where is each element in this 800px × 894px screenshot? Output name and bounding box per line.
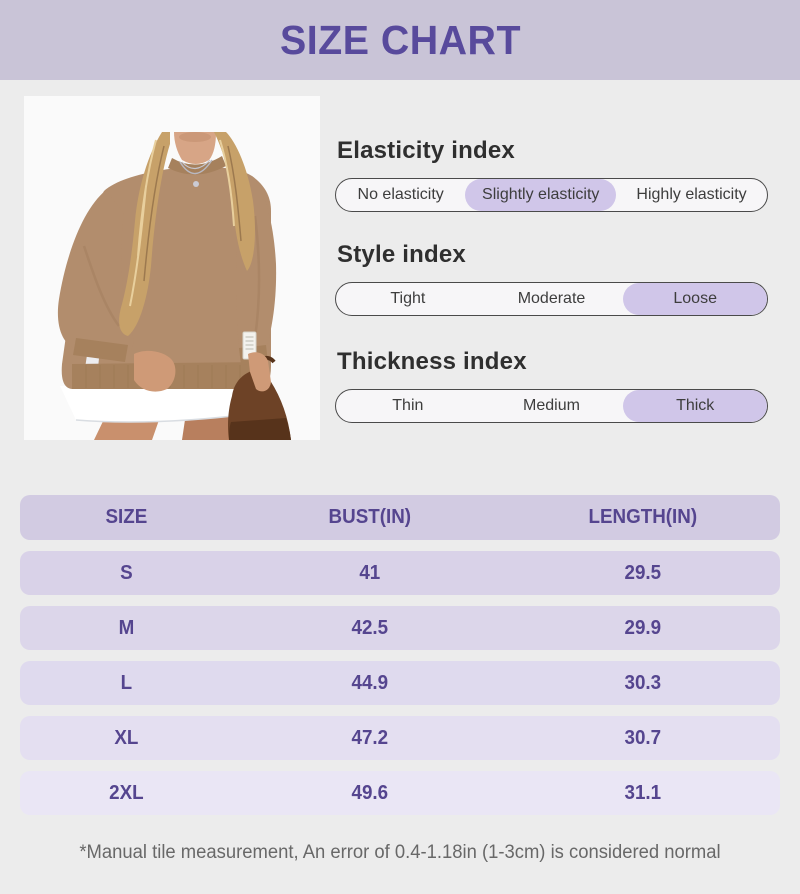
chin-shadow <box>179 132 211 142</box>
table-row-m <box>20 606 780 650</box>
table-row-s <box>20 551 780 595</box>
option-thick-selected: Thick <box>623 390 767 422</box>
option-highly-elasticity: Highly elasticity <box>636 186 747 203</box>
table-row-xl <box>20 716 780 760</box>
option-moderate: Moderate <box>517 290 586 307</box>
table-cell: 29.9 <box>624 616 662 639</box>
table-cell: 41 <box>359 561 381 584</box>
elasticity-index-title: Elasticity index <box>337 137 515 164</box>
column-header-size: SIZE <box>105 506 148 528</box>
measurement-note: *Manual tile measurement, An error of 0.4-1.18in (1-3cm) is considered normal <box>79 842 721 863</box>
table-cell: 47.2 <box>351 726 388 749</box>
table-cell: 30.3 <box>624 671 662 694</box>
elasticity-index-section <box>335 136 768 212</box>
table-cell: XL <box>114 726 139 749</box>
table-row-l <box>20 661 780 705</box>
page-title: SIZE CHART <box>279 16 521 63</box>
style-index-bar <box>335 282 768 316</box>
option-tight: Tight <box>390 290 426 307</box>
table-cell: S <box>120 561 133 584</box>
model-sweatshirt-illustration <box>24 96 320 440</box>
table-cell: 29.5 <box>624 561 662 584</box>
elasticity-index-bar <box>335 178 768 212</box>
table-header-row <box>20 495 780 540</box>
table-cell: 49.6 <box>351 781 388 804</box>
size-table <box>20 495 780 815</box>
option-thin: Thin <box>392 397 424 414</box>
table-row-2xl <box>20 771 780 815</box>
option-no-elasticity: No elasticity <box>357 186 444 203</box>
product-photo <box>24 96 320 440</box>
necklace-pendant <box>193 181 199 187</box>
table-cell: M <box>118 616 135 639</box>
column-header-length: LENGTH(IN) <box>588 506 698 528</box>
thickness-index-section <box>335 347 768 423</box>
header-band <box>0 0 800 80</box>
option-slightly-elasticity-selected: Slightly elasticity <box>465 179 616 211</box>
thickness-index-title: Thickness index <box>337 348 527 375</box>
table-cell: 44.9 <box>351 671 388 694</box>
option-loose-selected: Loose <box>623 283 767 315</box>
table-cell: 31.1 <box>624 781 662 804</box>
table-cell: L <box>120 671 133 694</box>
table-cell: 42.5 <box>351 616 388 639</box>
thickness-index-bar <box>335 389 768 423</box>
option-medium: Medium <box>523 397 580 414</box>
style-index-title: Style index <box>337 241 466 268</box>
table-cell: 2XL <box>109 781 144 804</box>
column-header-bust: BUST(IN) <box>328 506 411 528</box>
table-cell: 30.7 <box>624 726 662 749</box>
style-index-section <box>335 240 768 316</box>
